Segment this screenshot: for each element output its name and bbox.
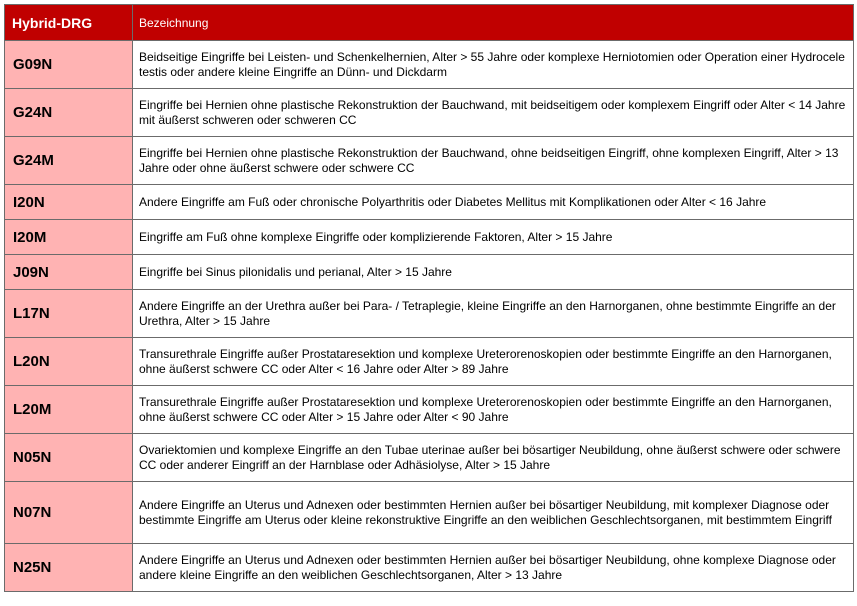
table-row (5, 434, 854, 482)
table-body (5, 41, 854, 592)
drg-description: Eingriffe bei Sinus pilonidalis und perianal, Alter > 15 Jahre (133, 255, 854, 290)
drg-description: Transurethrale Eingriffe außer Prostataresektion und komplexe Ureterorenoskopien oder bestimmte Eingriffe an den Harnorganen, ohne äußerst schwere CC oder Alter < 16 Jahre oder Alter > 89 Jahre (133, 338, 854, 386)
drg-description: Beidseitige Eingriffe bei Leisten- und Schenkelhernien, Alter > 55 Jahre oder komplexe Herniotomien oder Operation einer Hydrocele testis oder andere kleine Eingriffe an Dünn- und Dickdarm (133, 41, 854, 89)
drg-description: Eingriffe bei Hernien ohne plastische Rekonstruktion der Bauchwand, mit beidseitigem oder komplexem Eingriff oder Alter < 14 Jahre mit äußerst schweren oder schweren CC (133, 89, 854, 137)
table-row (5, 185, 854, 220)
drg-description: Andere Eingriffe an Uterus und Adnexen oder bestimmten Hernien außer bei bösartiger Neubildung, mit komplexer Diagnose oder bestimmte Eingriffe am Uterus oder kleine rekonstruktive Eingriffe an den weiblichen Geschlechtsorganen, mit bestimmtem Eingriff (133, 482, 854, 544)
drg-code: G24N (5, 89, 133, 137)
drg-code: I20M (5, 220, 133, 255)
drg-code: N05N (5, 434, 133, 482)
drg-code: L17N (5, 290, 133, 338)
table-row (5, 137, 854, 185)
hybrid-drg-table (4, 4, 854, 592)
drg-description: Eingriffe am Fuß ohne komplexe Eingriffe oder komplizierende Faktoren, Alter > 15 Jahre (133, 220, 854, 255)
drg-code: G24M (5, 137, 133, 185)
table-row (5, 290, 854, 338)
drg-code: N25N (5, 544, 133, 592)
table-row (5, 89, 854, 137)
drg-code: L20N (5, 338, 133, 386)
drg-code: J09N (5, 255, 133, 290)
table-row (5, 386, 854, 434)
drg-description: Eingriffe bei Hernien ohne plastische Rekonstruktion der Bauchwand, ohne beidseitigen Eingriff, ohne komplexen Eingriff, Alter > 13 Jahre oder ohne äußerst schwere oder schwere CC (133, 137, 854, 185)
drg-code: I20N (5, 185, 133, 220)
drg-description: Ovariektomien und komplexe Eingriffe an den Tubae uterinae außer bei bösartiger Neubildung, ohne äußerst schwere oder schwere CC oder anderer Eingriff an der Harnblase oder Adhäsiolyse, Alter > 15 Jahre (133, 434, 854, 482)
header-description: Bezeichnung (133, 5, 854, 41)
drg-code: L20M (5, 386, 133, 434)
table-row (5, 255, 854, 290)
drg-code: G09N (5, 41, 133, 89)
table-header (5, 5, 854, 41)
table-row (5, 220, 854, 255)
header-code: Hybrid-DRG (5, 5, 133, 41)
drg-description: Andere Eingriffe an der Urethra außer bei Para- / Tetraplegie, kleine Eingriffe an den Harnorganen, ohne bestimmte Eingriffe an der Urethra, Alter > 15 Jahre (133, 290, 854, 338)
drg-description: Andere Eingriffe an Uterus und Adnexen oder bestimmten Hernien außer bei bösartiger Neubildung, ohne komplexe Diagnose oder andere kleine Eingriffe an den weiblichen Geschlechtsorganen, Alter > 13 Jahre (133, 544, 854, 592)
table-row (5, 544, 854, 592)
table-row (5, 338, 854, 386)
header-row (5, 5, 854, 41)
drg-code: N07N (5, 482, 133, 544)
table-row (5, 41, 854, 89)
table-row (5, 482, 854, 544)
drg-description: Andere Eingriffe am Fuß oder chronische Polyarthritis oder Diabetes Mellitus mit Komplikationen oder Alter < 16 Jahre (133, 185, 854, 220)
drg-description: Transurethrale Eingriffe außer Prostataresektion und komplexe Ureterorenoskopien oder bestimmte Eingriffe an den Harnorganen, ohne äußerst schwere CC oder Alter > 15 Jahre oder Alter < 90 Jahre (133, 386, 854, 434)
